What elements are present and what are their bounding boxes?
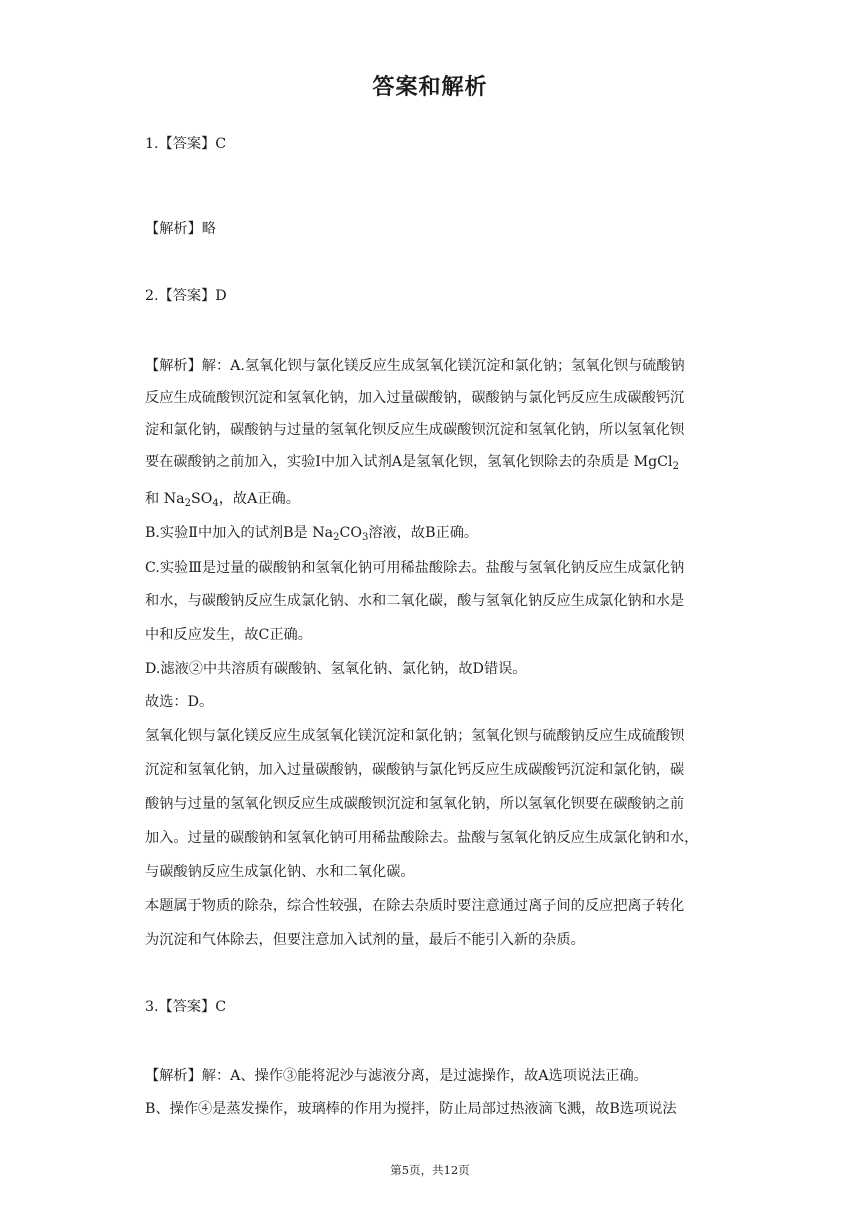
q3-analysis-line-1: 【解析】解：A、操作③能将泥沙与滤液分离，是过滤操作，故A选项说法正确。	[145, 1068, 648, 1084]
formula-na2so4: $Na_2SO_4$	[163, 491, 219, 509]
q2-option-d: D.滤液②中共溶质有碳酸钠、氢氧化钠、氯化钠，故D错误。	[145, 661, 527, 677]
q2-option-b: B.实验Ⅱ中加入的试剂B是 $Na_2CO_3$溶液，故B正确。	[145, 525, 479, 543]
q2-analysis-line-4-text: 要在碳酸钠之前加入，实验Ⅰ中加入试剂A是氢氧化钡，氢氧化钡除去的杂质是	[145, 454, 630, 470]
q2-analysis-line-2: 反应生成硫酸钡沉淀和氢氧化钠，加入过量碳酸钠，碳酸钠与氯化钙反应生成碳酸钙沉	[145, 390, 685, 406]
page-number: 第5页，共12页	[390, 1163, 470, 1177]
q3-answer: 3.【答案】C	[145, 999, 227, 1015]
formula-mgcl2: MgCl$_2$	[633, 454, 679, 472]
q2-analysis-line-1: 【解析】解：A.氢氧化钡与氯化镁反应生成氢氧化镁沉淀和氯化钠；氢氧化钡与硫酸钠	[145, 358, 685, 374]
q1-answer: 1.【答案】C	[145, 136, 227, 152]
formula-na2co3: $Na_2CO_3$	[312, 525, 369, 543]
q2-analysis-line-3: 淀和氯化钠，碳酸钠与过量的氢氧化钡反应生成碳酸钡沉淀和氢氧化钠，所以氢氧化钡	[145, 422, 685, 438]
q2-choice: 故选：D。	[145, 694, 214, 710]
q3-analysis-line-2: B、操作④是蒸发操作，玻璃棒的作用为搅拌，防止局部过热液滴飞溅，故B选项说法	[145, 1101, 677, 1117]
q2-option-c-line-1: C.实验Ⅲ是过量的碳酸钠和氢氧化钠可用稀盐酸除去。盐酸与氢氧化钠反应生成氯化钠	[145, 560, 685, 576]
q2-summary-line-5: 与碳酸钠反应生成氯化钠、水和二氧化碳。	[145, 864, 415, 880]
q2-summary-line-6: 本题属于物质的除杂，综合性较强，在除去杂质时要注意通过离子间的反应把离子转化	[145, 898, 685, 914]
page-title: 答案和解析	[372, 75, 488, 100]
q2-summary-line-7: 为沉淀和气体除去，但要注意加入试剂的量，最后不能引入新的杂质。	[145, 932, 585, 948]
q2-option-c-line-3: 中和反应发生，故C正确。	[145, 627, 312, 643]
q2-summary-line-4: 加入。过量的碳酸钠和氢氧化钠可用稀盐酸除去。盐酸与氢氧化钠反应生成氯化钠和水，	[145, 830, 699, 846]
q2-summary-line-1: 氢氧化钡与氯化镁反应生成氢氧化镁沉淀和氯化钠；氢氧化钡与硫酸钠反应生成硫酸钡	[145, 728, 685, 744]
q2-analysis-line-5: 和 $Na_2SO_4$，故A正确。	[145, 491, 300, 509]
q1-analysis: 【解析】略	[145, 221, 216, 237]
q2-analysis-line-4	[145, 452, 725, 472]
q2-summary-line-3: 酸钠与过量的氢氧化钡反应生成碳酸钡沉淀和氢氧化钠，所以氢氧化钡要在碳酸钠之前	[145, 796, 685, 812]
q2-summary-line-2: 沉淀和氢氧化钠，加入过量碳酸钠，碳酸钠与氯化钙反应生成碳酸钙沉淀和氯化钠，碳	[145, 762, 685, 778]
q2-answer: 2.【答案】D	[145, 288, 227, 304]
q2-option-c-line-2: 和水，与碳酸钠反应生成氯化钠、水和二氧化碳，酸与氢氧化钠反应生成氯化钠和水是	[145, 593, 685, 609]
